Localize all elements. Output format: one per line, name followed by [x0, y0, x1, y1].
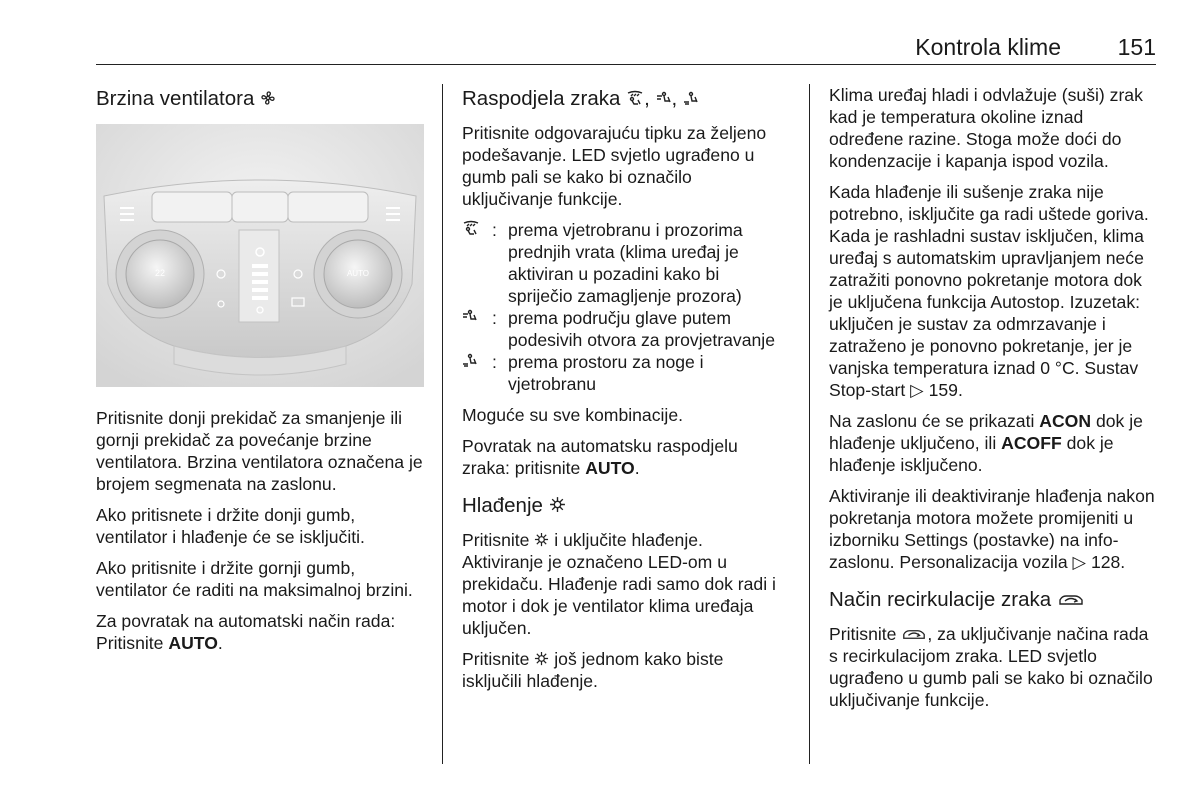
paragraph: Povratak na automatsku raspodjelu zraka: pritisnite AUTO.	[462, 436, 738, 478]
heading-text: Raspodjela zraka	[462, 87, 621, 110]
column-air-distribution	[462, 86, 782, 701]
left-knob-label: 22	[154, 268, 166, 278]
paragraph: Pritisnite , za uključivanje načina rada s recirkulacijom zraka. LED svjetlo ugrađeno u gumb pali se kako bi označilo uključivanje funkcije.	[829, 624, 1153, 710]
paragraph: Pritisnite još jednom kako biste isključili hlađenje.	[462, 649, 724, 691]
list-text: prema vjetrobranu i prozorima prednjih vrata (klima uređaj je aktiviran u pozadini kako bi spriječio zamagljenje prozora)	[508, 220, 743, 306]
paragraph: Ako pritisnite i držite gornji gumb, ventilator će raditi na maksimalnoj brzini.	[96, 558, 413, 600]
page-reference[interactable]: 128	[1090, 552, 1121, 572]
snowflake-icon	[534, 649, 549, 669]
page-reference-arrow-icon: ▷	[1072, 552, 1087, 572]
list-separator: :	[492, 352, 497, 372]
list-item	[462, 307, 782, 351]
paragraph: Klima uređaj hladi i odvlažuje (suši) zrak kad je temperatura okoline iznad određene razine. Stoga može doći do kondenzacije i kapanja ispod vozila.	[829, 85, 1143, 171]
list-text: prema prostoru za noge i vjetrobranu	[508, 352, 704, 394]
head-airflow-icon	[462, 307, 492, 351]
paragraph: Kada hlađenje ili sušenje zraka nije potrebno, isključite ga radi uštede goriva. Kada je rashladni sustav isključen, klima uređaj s automatskim upravljanjem neće zatražiti ponovno pokretanje motora dok je uključena funkcija Autostop. Izuzetak: uključen je sustav za odmrzavanje i zatraženo je ponovno pokretanje, jer je vanjska temperatura iznad 0 °C. Sustav Stop-start ▷ 159.	[829, 182, 1149, 400]
paragraph: Aktiviranje ili deaktiviranje hlađenja nakon pokretanja motora možete promijeniti u izborniku Settings (postavke) na info-zaslonu. Personalizacija vozila ▷ 128.	[829, 486, 1155, 572]
fan-icon	[260, 92, 276, 109]
list-text: prema području glave putem podesivih otvora za provjetravanje	[508, 308, 775, 350]
column-divider	[809, 84, 810, 764]
paragraph: Pritisnite i uključite hlađenje. Aktiviranje je označeno LED-om u prekidaču. Hlađenje radi samo dok radi i motor i dok je ventilator klima uređaja uključen.	[462, 530, 776, 638]
right-knob-label: AUTO	[346, 269, 370, 278]
list-item	[462, 219, 782, 307]
column-cooling-details	[829, 84, 1159, 720]
section-heading	[829, 587, 1159, 613]
page-title: Kontrola klime	[915, 34, 1061, 60]
list-separator: :	[492, 308, 497, 328]
acon-label: ACON	[1039, 411, 1092, 431]
snowflake-icon	[549, 494, 566, 517]
heading-text: Hlađenje	[462, 494, 543, 517]
windscreen-airflow-icon	[626, 87, 644, 110]
list-separator: :	[492, 220, 497, 240]
air-distribution-list	[462, 219, 782, 395]
section-heading	[462, 493, 782, 519]
paragraph: Pritisnite donji prekidač za smanjenje ili gornji prekidač za povećanje brzine ventilatora. Brzina ventilatora označena je brojem segmenata na zaslonu.	[96, 408, 423, 494]
paragraph: Moguće su sve kombinacije.	[462, 405, 684, 425]
paragraph: Na zaslonu će se prikazati ACON dok je hlađenje uključeno, ili ACOFF dok je hlađenje isključeno.	[829, 411, 1143, 475]
acoff-label: ACOFF	[1001, 433, 1062, 453]
paragraph: Za povratak na automatski način rada: Pritisnite AUTO.	[96, 611, 396, 653]
section-heading: Raspodjela zraka , ,	[462, 86, 782, 112]
paragraph: Ako pritisnete i držite donji gumb, ventilator i hlađenje će se isključiti.	[96, 505, 365, 547]
foot-airflow-icon	[462, 351, 492, 395]
recirculation-icon	[1057, 588, 1085, 611]
recirculation-icon	[901, 624, 927, 644]
page-reference-arrow-icon: ▷	[910, 380, 924, 400]
section-heading	[96, 86, 426, 114]
page-header	[96, 34, 1156, 65]
auto-button-label: AUTO	[585, 458, 635, 478]
windscreen-airflow-icon	[462, 219, 492, 307]
page-reference[interactable]: 159	[928, 380, 958, 400]
climate-control-panel-image	[96, 124, 424, 387]
column-divider	[442, 84, 443, 764]
foot-airflow-icon	[683, 87, 699, 110]
heading-text: Način recirkulacije zraka	[829, 588, 1052, 611]
page-number: 151	[1117, 34, 1156, 60]
paragraph: Pritisnite odgovarajuću tipku za željeno podešavanje. LED svjetlo ugrađeno u gumb pali se kako bi označilo uključivanje funkcije.	[462, 123, 767, 209]
snowflake-icon	[534, 530, 549, 550]
head-airflow-icon	[656, 87, 672, 110]
column-fan-speed	[96, 86, 426, 663]
list-item	[462, 351, 782, 395]
heading-text: Brzina ventilatora	[96, 87, 255, 110]
auto-button-label: AUTO	[168, 633, 218, 653]
